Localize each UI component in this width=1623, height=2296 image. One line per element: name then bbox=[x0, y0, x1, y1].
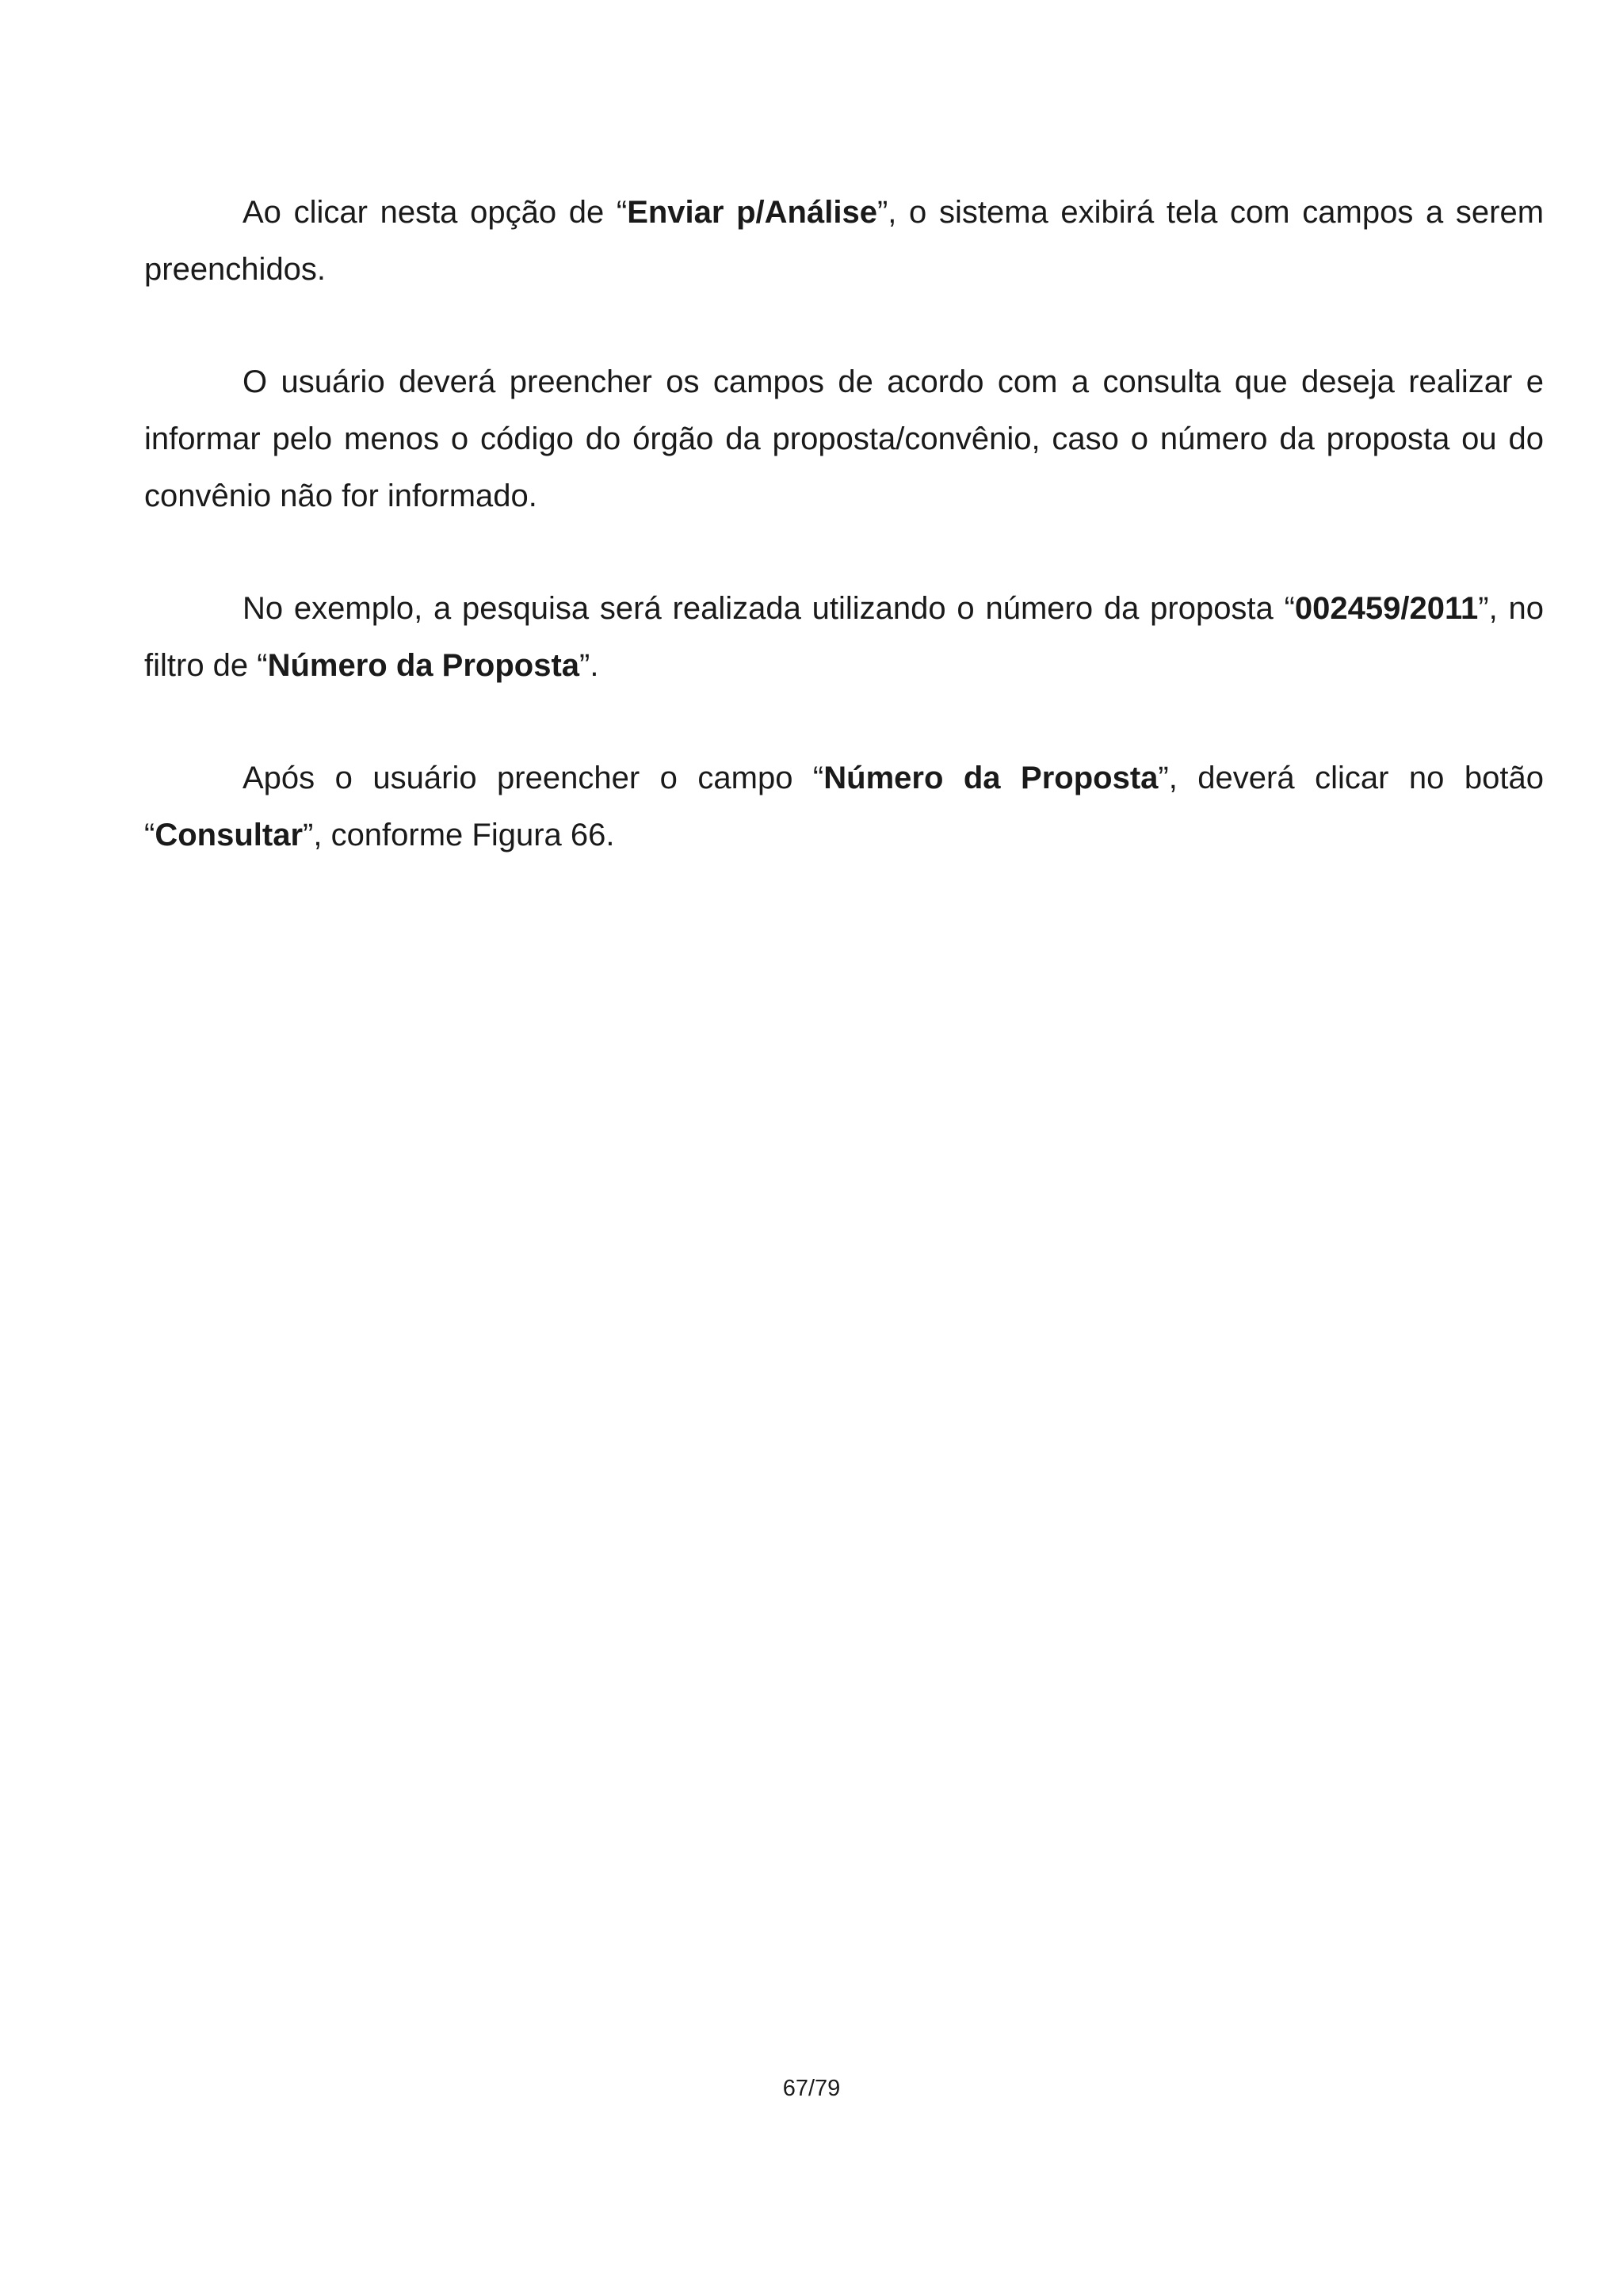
bold-term-numero-da-proposta: Número da Proposta bbox=[267, 648, 580, 683]
page-number: 67/79 bbox=[782, 2076, 841, 2101]
paragraph-enviar-analise bbox=[144, 184, 1544, 298]
paragraph-exemplo-pesquisa bbox=[144, 580, 1544, 694]
text-run: ”, o sistema exibirá tela com campos a serem preenchidos. bbox=[144, 195, 1545, 287]
text-run: No exemplo, a pesquisa será realizada utilizando o número da proposta “ bbox=[242, 591, 1295, 626]
bold-term-proposal-number: 002459/2011 bbox=[1294, 591, 1479, 626]
paragraph-preencher-campos bbox=[144, 353, 1544, 524]
text-run: ”, deverá clicar no botão “ bbox=[144, 761, 1544, 852]
text-run: Ao clicar nesta opção de “ bbox=[242, 195, 628, 230]
text-run: O usuário deverá preencher os campos de acordo com a consulta que deseja realizar e informar pelo menos o código do órgão da proposta/convênio, caso o número da proposta ou do convênio não for informado. bbox=[144, 364, 1544, 513]
bold-term-consultar: Consultar bbox=[155, 818, 304, 852]
bold-term-enviar-analise: Enviar p/Análise bbox=[627, 195, 877, 230]
page-body bbox=[144, 184, 1544, 919]
text-run: ”, no filtro de “ bbox=[144, 591, 1544, 683]
paragraph-consultar bbox=[144, 749, 1544, 864]
text-run: ”. bbox=[579, 648, 599, 683]
text-run: ”, conforme Figura 66. bbox=[303, 818, 615, 852]
bold-term-numero-da-proposta: Número da Proposta bbox=[823, 761, 1159, 795]
text-run: Após o usuário preencher o campo “ bbox=[242, 761, 824, 795]
